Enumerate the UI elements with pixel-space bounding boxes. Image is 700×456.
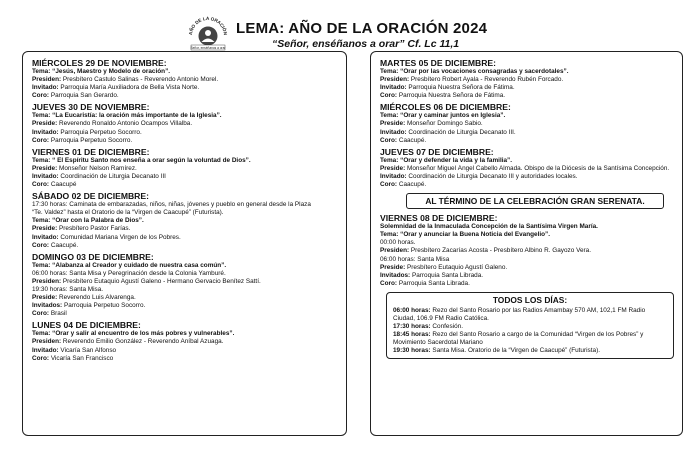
invitado-line: Invitado: Parroquia Perpetuo Socorro. [32, 128, 142, 136]
event-line: 06:00 horas: Santa Misa [380, 255, 450, 263]
event-line: 19:30 horas: Santa Misa. [32, 285, 104, 293]
preside-line: Presiden: Presbítero Robert Ayala - Reverendo Rubén Forcado. [380, 76, 564, 84]
svg-text:AÑO DE LA ORACIÓN: AÑO DE LA ORACIÓN [187, 15, 229, 36]
day-heading: SÁBADO 02 DE DICIEMBRE: [32, 191, 149, 202]
coro-line: Coro: Parroquia Perpetuo Socorro. [32, 136, 133, 144]
preside-line: Presiden: Reverendo Emilio González - Reverendo Aníbal Azuaga. [32, 338, 224, 346]
day-heading: MIÉRCOLES 29 DE NOVIEMBRE: [32, 58, 167, 68]
tema-line: Tema: “Orar con la Palabra de Dios”. [32, 217, 144, 225]
year-of-prayer-logo [186, 12, 230, 56]
day-heading: MIÉRCOLES 06 DE DICIEMBRE: [380, 102, 511, 113]
invitado-line: Invitado: Vicaría San Alfonso [32, 346, 117, 354]
tema-line: Tema: “Orar por las vocaciones consagradas y sacerdotales”. [380, 68, 569, 75]
coro-line: Coro: Parroquia Santa Librada. [380, 279, 470, 287]
day-heading: VIERNES 08 DE DICIEMBRE: [380, 213, 498, 224]
event-line: 06:00 horas: Santa Misa y Peregrinación desde la Colonia Yamburé. [32, 269, 226, 277]
day-heading: MARTES 05 DE DICIEMBRE: [380, 58, 497, 68]
preside-line: Preside: Monseñor Domingo Sabio. [380, 120, 483, 128]
preside-line: Preside: Monseñor Miguel Ángel Cabello Almada. Obispo de la Diócesis de la Santísima Concepción. [380, 164, 670, 172]
coro-line: Coro: Caacupé. [32, 241, 79, 249]
preside-line: Preside: Reverendo Luis Alvarenga. [32, 294, 136, 302]
invitado-line: Invitado: Comunidad Mariana Virgen de los Pobres. [32, 233, 181, 241]
left-schedule-panel [22, 51, 347, 436]
coro-line: Coro: Caacupé. [380, 136, 427, 144]
invitado-line: Invitado: Coordinación de Liturgia Decanato III. [380, 128, 516, 136]
coro-line: Coro: Caacupé. [380, 181, 427, 189]
day-heading: DOMINGO 03 DE DICIEMBRE: [32, 251, 154, 262]
invitado-line: Invitado: Parroquia María Auxiliadora de Bella Vista Norte. [32, 84, 200, 92]
tema-line: Tema: “Orar y caminar juntos en Iglesia”. [380, 112, 506, 120]
right-schedule-panel [370, 51, 683, 436]
event-line: 17:30 horas: Caminata de embarazadas, niños, niñas, jóvenes y pueblo en general desde la Plaza [32, 201, 311, 209]
page-title: LEMA: AÑO DE LA ORACIÓN 2024 [236, 20, 488, 37]
tema-line: Tema: “Alabanza al Creador y cuidado de nuestra casa común”. [32, 261, 227, 269]
preside-line: Presiden: Presbítero Castulo Salinas - Reverendo Antonio Morel. [32, 76, 219, 84]
tema-line: Tema: “Orar y anunciar la Buena Noticia del Evangelio”. [380, 231, 551, 239]
preside-line: Presiden: Presbítero Eutaquio Agustí Galeno - Hermano Gervacio Benítez Sattí. [32, 277, 261, 285]
invitado-line: Invitados: Parroquia Perpetuo Socorro. [32, 302, 146, 310]
tema-line: Tema: “Orar y salir al encuentro de los más pobres y vulnerables”. [32, 330, 235, 338]
tema-line: Tema: “Orar y defender la vida y la familia”. [380, 156, 513, 164]
day-heading: LUNES 04 DE DICIEMBRE: [32, 320, 141, 331]
tema-line: Tema: “La Eucaristía: la oración más importante de la Iglesia”. [32, 112, 222, 120]
preside-line: Presiden: Presbítero Zacarías Acosta - Presbítero Albino R. Gayozo Vera. [380, 247, 591, 255]
preside-line: Preside: Reverendo Ronaldo Antonio Ocampos Villalba. [32, 120, 193, 128]
event-line: Solemnidad de la Inmaculada Concepción de la Santísima Virgen María. [380, 223, 598, 231]
page-subtitle: “Señor, enséñanos a orar” Cf. Lc 11,1 [272, 38, 460, 50]
event-line: 00:00 horas. [380, 239, 416, 247]
day-heading: VIERNES 01 DE DICIEMBRE: [32, 146, 150, 157]
coro-line: Coro: Caacupé [32, 181, 77, 189]
todos-los-dias-title: TODOS LOS DÍAS: [492, 294, 568, 305]
preside-line: Preside: Monseñor Nelson Ramírez. [32, 164, 137, 172]
todos-los-dias-box [386, 292, 674, 360]
coro-line: Coro: Vicaría San Francisco [32, 354, 114, 362]
day-heading: JUEVES 30 DE NOVIEMBRE: [32, 102, 150, 113]
header [0, 0, 700, 58]
daily-line: 06:00 horas: Rezo del Santo Rosario por las Radios Amambay 570 AM, 102,1 FM Radio Ciudad, 106.9 FM Radio Católica. [393, 306, 646, 322]
invitado-line: Invitado: Coordinación de Liturgia Decanato III y autoridades locales. [380, 172, 578, 180]
daily-line: 19:30 horas: Santa Misa. Oratorio de la “Virgen de Caacupé” (Futurista). [393, 347, 600, 355]
daily-line: 18:45 horas: Rezo del Santo Rosario a cargo de la Comunidad “Virgen de los Pobres” y Movimiento Sacerdotal Mariano [393, 331, 644, 347]
invitado-line: Invitados: Parroquia Santa Librada. [380, 271, 484, 279]
tema-line: Tema: “Jesús, Maestro y Modelo de oración”. [32, 68, 171, 75]
event-line: “Te. Valdez” hasta el Oratorio de la “Virgen de Caacupé” (Futurista). [32, 209, 224, 217]
invitado-line: Invitado: Coordinación de Liturgia Decanato III [32, 172, 166, 180]
coro-line: Coro: Brasil [32, 310, 67, 318]
preside-line: Preside: Presbítero Eutaquio Agustí Galeno. [380, 263, 508, 271]
coro-line: Coro: Parroquia San Gerardo. [32, 92, 119, 100]
daily-line: 17:30 horas: Confesión. [393, 323, 463, 331]
coro-line: Coro: Parroquia Nuestra Señora de Fátima. [380, 92, 506, 100]
serenata-banner: AL TÉRMINO DE LA CELEBRACIÓN GRAN SERENATA. [406, 193, 664, 209]
day-heading: JUEVES 07 DE DICIEMBRE: [380, 146, 494, 157]
invitado-line: Invitado: Parroquia Nuestra Señora de Fátima. [380, 84, 515, 92]
preside-line: Preside: Presbítero Pastor Farías. [32, 225, 131, 233]
tema-line: Tema: “ El Espíritu Santo nos enseña a orar según la voluntad de Dios”. [32, 156, 251, 164]
svg-text:Señor, enséñanos a orar: Señor, enséñanos a orar [190, 46, 226, 50]
